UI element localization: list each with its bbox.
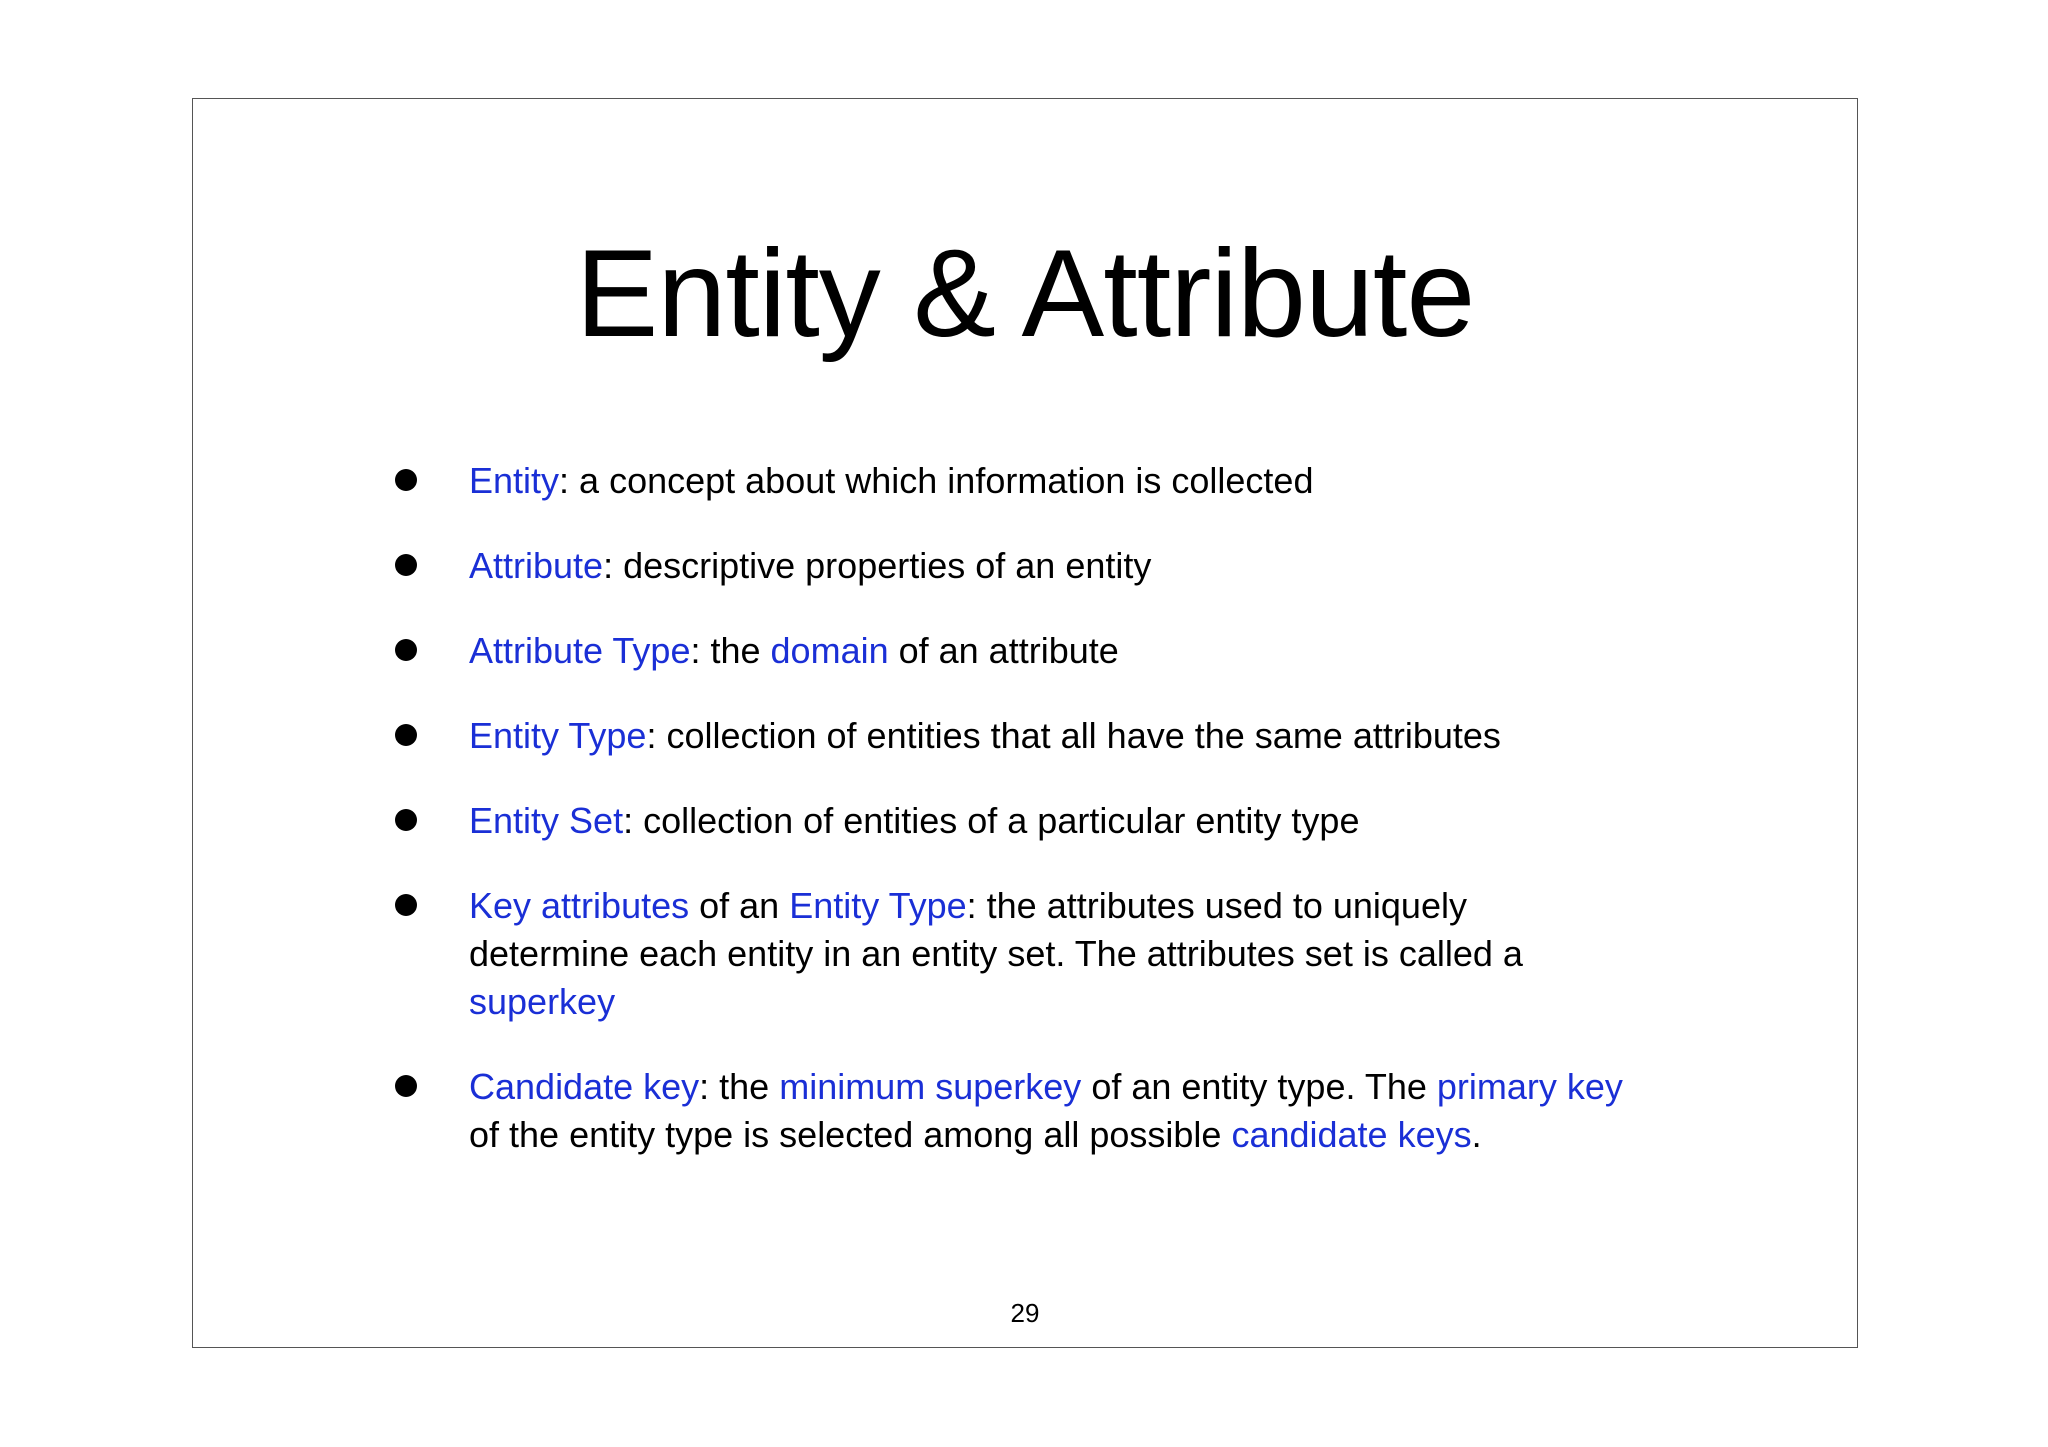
term-keyword: Entity Set: [469, 800, 624, 841]
page-number: 29: [1010, 1298, 1040, 1328]
term-text: of an entity type. The: [1081, 1066, 1437, 1107]
bullet-item: [395, 1063, 1635, 1159]
term-keyword: minimum superkey: [779, 1066, 1082, 1107]
bullet-item: [395, 797, 1635, 845]
term-text: : the attributes used to uniquely determine each entity in an entity set. The attributes set is called a: [469, 885, 1523, 974]
term-keyword: primary key: [1436, 1066, 1623, 1107]
term-text: : collection of entities of a particular entity type: [623, 800, 1360, 841]
term-text: : descriptive properties of an entity: [603, 545, 1152, 586]
term-keyword: superkey: [469, 981, 616, 1022]
term-keyword: Attribute: [469, 545, 604, 586]
bullet-item: [395, 882, 1635, 1026]
term-text: .: [1471, 1114, 1482, 1155]
term-text: : the: [690, 630, 771, 671]
term-keyword: candidate keys: [1231, 1114, 1472, 1155]
bullet-list: [395, 457, 1635, 1196]
slide-title: Entity & Attribute: [575, 225, 1475, 363]
term-text: : collection of entities that all have the same attributes: [646, 715, 1501, 756]
term-keyword: Key attributes: [469, 885, 690, 926]
bullet-dot-icon: [395, 554, 417, 576]
term-text: : the: [699, 1066, 780, 1107]
term-keyword: domain: [770, 630, 889, 671]
term-keyword: Candidate key: [469, 1066, 700, 1107]
term-keyword: Attribute Type: [469, 630, 691, 671]
term-keyword: Entity Type: [469, 715, 647, 756]
bullet-item: [395, 627, 1635, 675]
bullet-dot-icon: [395, 639, 417, 661]
term-keyword: Entity Type: [789, 885, 967, 926]
bullet-item: [395, 457, 1635, 505]
bullet-dot-icon: [395, 809, 417, 831]
slide: [192, 98, 1858, 1348]
bullet-dot-icon: [395, 1075, 417, 1097]
term-text: of an: [689, 885, 790, 926]
term-text: of an attribute: [888, 630, 1119, 671]
bullet-dot-icon: [395, 469, 417, 491]
term-text: of the entity type is selected among all possible: [469, 1114, 1232, 1155]
term-keyword: Entity: [469, 460, 560, 501]
bullet-item: [395, 542, 1635, 590]
bullet-item: [395, 712, 1635, 760]
term-text: : a concept about which information is collected: [559, 460, 1314, 501]
bullet-dot-icon: [395, 894, 417, 916]
bullet-dot-icon: [395, 724, 417, 746]
